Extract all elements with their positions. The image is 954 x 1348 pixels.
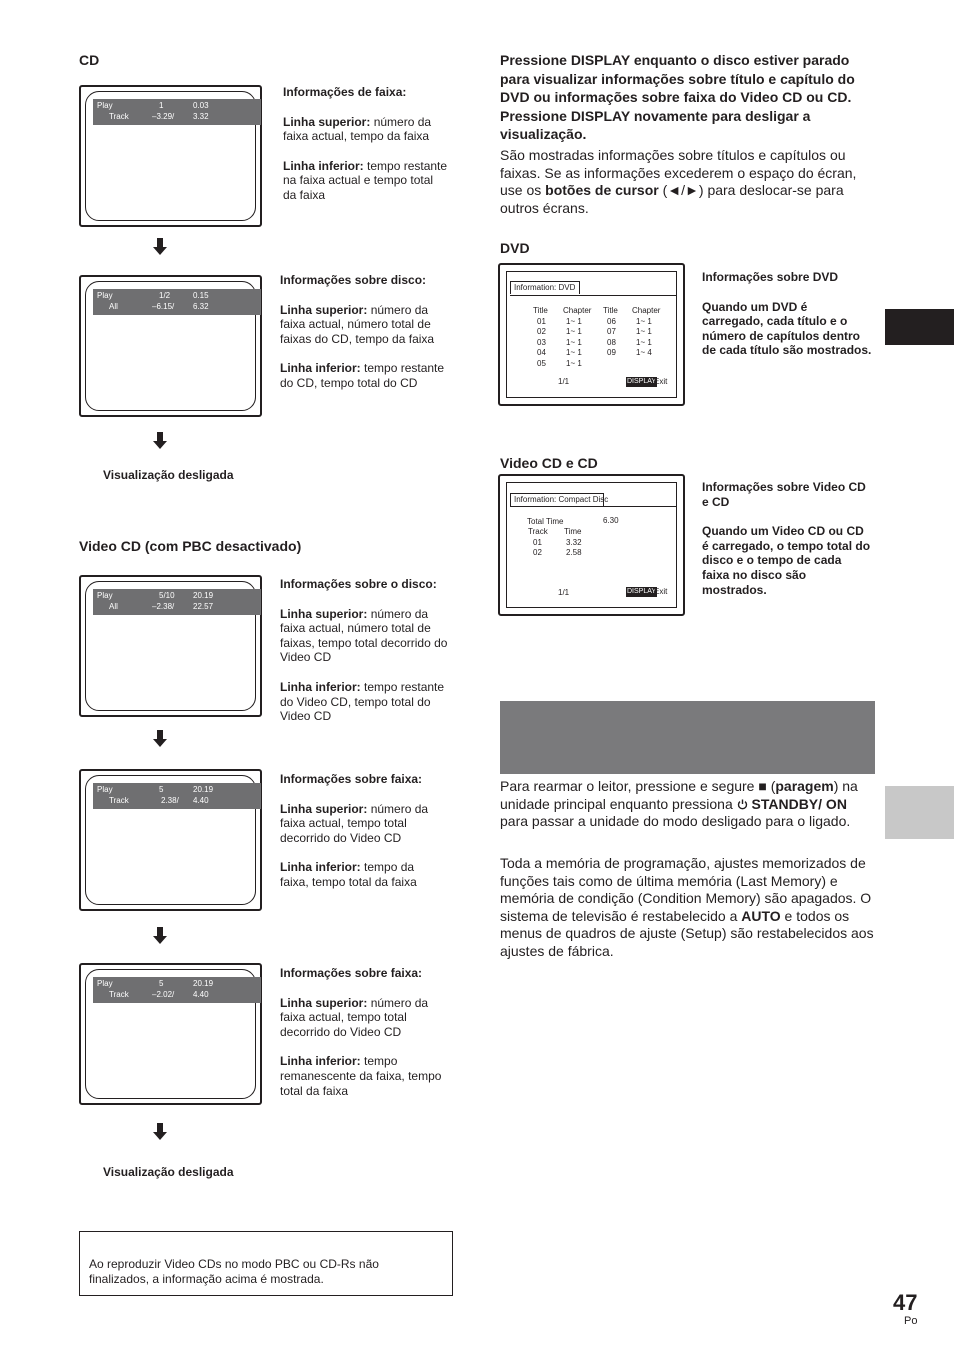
reset-paragraph-2: Toda a memória de programação, ajustes memorizados de funções tais como de última memória (Last Memory) e memória de condição (Condition Memory) são apagados. O sistema de televisão é restabelecido a AUTO e todos os menus de quadros de ajuste (Setup) são restabelecidos aos ajustes de fábrica. xyxy=(500,855,874,959)
exit-label: Exit xyxy=(654,377,668,386)
display-button: DISPLAY xyxy=(626,377,657,387)
display-off-label: Visualização desligada xyxy=(103,1165,234,1179)
dvd-caption: Informações sobre DVD Quando um DVD é carregado, cada título e o número de capítulos dentro de cada título são mostrados. xyxy=(702,270,872,358)
section-header-band xyxy=(500,701,875,774)
tv-screen-cd-track: Play 1 0.03 Track –3.29/ 3.32 xyxy=(79,85,262,227)
cd-track-caption: Informações de faixa: Linha superior: número da faixa actual, tempo da faixa Linha inferior: tempo restante na faixa actual e tempo total da faixa xyxy=(283,85,448,202)
tv-screen-vcd-track-remaining: Play 5 20.19 Track –2.02/ 4.40 xyxy=(79,963,262,1105)
power-icon xyxy=(737,797,748,808)
down-arrow-icon xyxy=(153,730,167,748)
down-arrow-icon xyxy=(153,1123,167,1141)
down-arrow-icon xyxy=(153,432,167,450)
dvd-col-title-2: 06 07 08 09 xyxy=(607,317,616,358)
dvd-col-chapter-2: 1~ 1 1~ 1 1~ 1 1~ 4 xyxy=(636,317,652,358)
down-arrow-icon xyxy=(153,927,167,945)
total-time-value: 6.30 xyxy=(603,516,619,525)
vcd-track-col: 01 02 xyxy=(533,538,542,558)
chapter-tab-light xyxy=(885,786,954,839)
dvd-page-indicator: 1/1 xyxy=(558,377,570,386)
tv-screen-vcd-disc: Play 5/10 20.19 All –2.38/ 22.57 xyxy=(79,575,262,717)
tv-screen-vcd-track: Play 5 20.19 Track 2.38/ 4.40 xyxy=(79,769,262,911)
display-off-label: Visualização desligada xyxy=(103,468,234,482)
vcd-heading: Video CD (com PBC desactivado) xyxy=(79,538,302,554)
vcd-cd-caption: Informações sobre Video CD e CD Quando um Video CD ou CD é carregado, o tempo total do disco e o tempo de cada faixa no disco são mostrados. xyxy=(702,480,871,597)
display-button: DISPLAY xyxy=(626,587,657,597)
chapter-tab-dark xyxy=(885,309,954,345)
intro-instruction: Pressione DISPLAY enquanto o disco estiver parado para visualizar informações sobre título e capítulo do DVD ou informações sobre faixa do Video CD ou CD. Pressione DISPLAY novamente para desligar a visualização. xyxy=(500,52,855,143)
tv-screen-cd-disc: Play 1/2 0.15 All –6.15/ 6.32 xyxy=(79,275,262,417)
reset-paragraph-1: Para rearmar o leitor, pressione e segure ■ (paragem) na unidade principal enquanto pressiona STANDBY/ ON para passar a unidade do modo desligado para o ligado. xyxy=(500,778,858,830)
intro-paragraph: São mostradas informações sobre títulos e capítulos ou faixas. Se as informações excederem o espaço do écran, use os botões de cursor (◄/►) para deslocar-se para outros écrans. xyxy=(500,147,857,216)
language-code: Po xyxy=(904,1315,918,1327)
dvd-info-screen: Information: DVD Title Chapter Title Chapter 01 02 03 04 05 1~ 1 1~ 1 1~ 1 1~ 1 1~ 1 06 07 08 09 1~ 1 1~ 1 1~ 1 1~ 4 1/1 DISPLAY Exit xyxy=(498,263,685,406)
dvd-col-chapter: 1~ 1 1~ 1 1~ 1 1~ 1 1~ 1 xyxy=(566,317,582,368)
vcd-cd-heading: Video CD e CD xyxy=(500,455,598,471)
down-arrow-icon xyxy=(153,238,167,256)
note-box xyxy=(79,1231,453,1296)
dvd-info-tab: Information: DVD xyxy=(510,281,580,294)
note-text: Ao reproduzir Video CDs no modo PBC ou CD-Rs não finalizados, a informação acima é mostrada. xyxy=(89,1257,379,1286)
cd-disc-caption: Informações sobre disco: Linha superior: número da faixa actual, número total de faixas do CD, tempo da faixa Linha inferior: tempo restante do CD, tempo total do CD xyxy=(280,273,445,390)
vcd-time-col: 3.32 2.58 xyxy=(566,538,582,558)
vcd-disc-caption: Informações sobre o disco: Linha superior: número da faixa actual, número total de faixas, tempo total decorrido do Video CD Linha inferior: tempo restante do Video CD, tempo total do Video CD xyxy=(280,577,448,724)
vcd-info-screen: Information: Compact Disc Total Time 6.30 Track Time 01 02 3.32 2.58 1/1 DISPLAY Exit xyxy=(498,474,685,616)
page-number: 47 xyxy=(893,1290,918,1315)
cd-heading: CD xyxy=(79,52,100,68)
vcd-page-indicator: 1/1 xyxy=(558,588,570,597)
vcd-track-caption: Informações sobre faixa: Linha superior: número da faixa actual, tempo total decorrido do Video CD Linha inferior: tempo da faixa, tempo total da faixa xyxy=(280,772,429,889)
vcd-track-remaining-caption: Informações sobre faixa: Linha superior: número da faixa actual, tempo total decorrido do Video CD Linha inferior: tempo remanescente da faixa, tempo total da faixa xyxy=(280,966,442,1098)
vcd-info-tab: Information: Compact Disc xyxy=(510,493,604,506)
exit-label: Exit xyxy=(654,587,668,596)
dvd-col-title: 01 02 03 04 05 xyxy=(537,317,546,368)
dvd-heading: DVD xyxy=(500,240,530,256)
